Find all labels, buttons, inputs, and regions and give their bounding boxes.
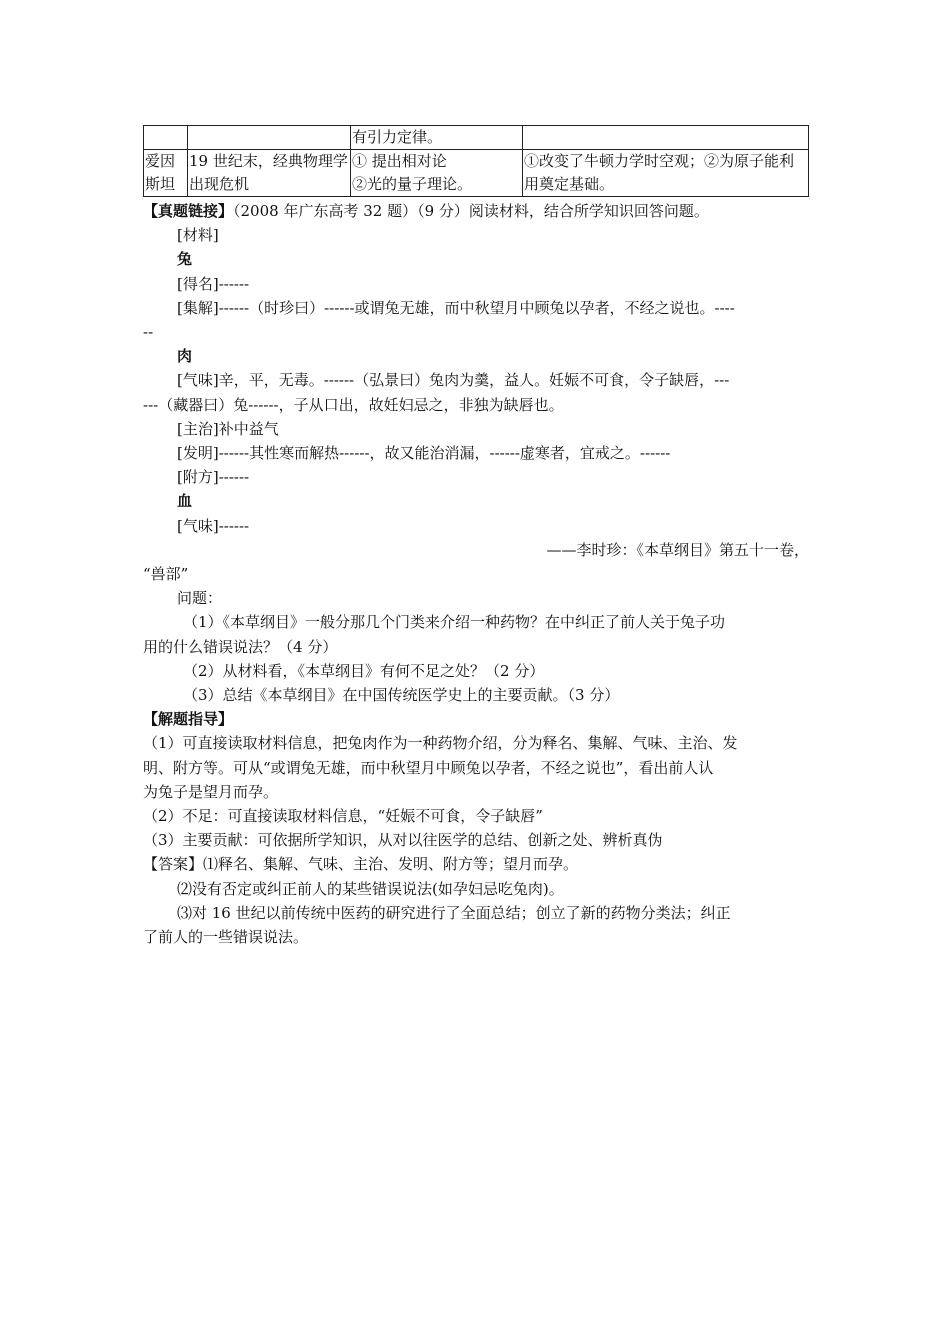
source-line-cont: “兽部”: [143, 565, 189, 584]
jijie-line-cont: --: [143, 323, 154, 342]
section-xue: 血: [177, 492, 193, 511]
achievement-cell: [351, 150, 523, 197]
zhenti-intro-line: [143, 199, 813, 223]
questions-label: 问题：: [177, 589, 223, 608]
table-cell: [188, 126, 351, 150]
guide-p1-cont: 明、附方等。可从“或谓兔无雄，而中秋望月中顾兔以孕者，不经之说也”，看出前人认: [143, 758, 714, 777]
table-cell: [144, 126, 188, 150]
table-row: [144, 126, 809, 150]
guide-p1: （1）可直接读取材料信息，把兔肉作为一种药物介绍，分为释名、集解、气味、主治、发: [143, 734, 738, 753]
answer-3: ⑶对 16 世纪以前传统中医药的研究进行了全面总结；创立了新的药物分类法；纠正: [177, 903, 731, 922]
achievement-line: ① 提出相对论: [352, 152, 447, 170]
scientist-name-cell: 爱因斯坦: [144, 150, 188, 197]
zhuzhi-line: [主治]补中益气: [177, 419, 279, 438]
guide-p1-cont: 为兔子是望月而孕。: [143, 782, 279, 801]
background-cell: 19 世纪末，经典物理学出现危机: [188, 150, 351, 197]
table-cell: [523, 126, 809, 150]
section-rou: 肉: [177, 347, 193, 366]
fufang-line: [附方]------: [177, 468, 250, 487]
guide-heading: 【解题指导】: [143, 710, 234, 729]
material-label: [材料]: [177, 226, 219, 245]
achievement-line: ②光的量子理论。: [352, 175, 473, 193]
guide-p2: （2）不足：可直接读取材料信息，“妊娠不可食，令子缺唇”: [143, 807, 543, 826]
answer-1: 【答案】⑴释名、集解、气味、主治、发明、附方等；望月而孕。: [143, 855, 579, 874]
history-table: [143, 125, 809, 197]
question-3: （3）总结《本草纲目》在中国传统医学史上的主要贡献。（3 分）: [183, 686, 620, 705]
answer-2: ⑵没有否定或纠正前人的某些错误说法(如孕妇忌吃兔肉)。: [177, 879, 564, 898]
faming-line: [发明]------其性寒而解热------，故又能治消漏，------虚寒者，宜戒之。------: [177, 444, 671, 463]
influence-cell: ①改变了牛顿力学时空观；②为原子能利用奠定基础。: [523, 150, 809, 197]
table-cell: 有引力定律。: [351, 126, 523, 150]
deming-line: [得名]------: [177, 274, 250, 293]
table-row: [144, 150, 809, 197]
guide-p3: （3）主要贡献：可依据所学知识，从对以往医学的总结、创新之处、辨析真伪: [143, 831, 663, 850]
zhenti-heading: 【真题链接】: [143, 202, 234, 220]
section-tu: 兔: [177, 250, 193, 269]
qiwei-line-cont: ---（藏器曰）兔------，子从口出，故妊妇忌之，非独为缺唇也。: [143, 395, 564, 414]
question-1-cont: 用的什么错误说法？（4 分）: [143, 637, 338, 656]
question-1: （1）《本草纲目》一般分那几个门类来介绍一种药物？在中纠正了前人关于兔子功: [183, 613, 726, 632]
zhenti-intro: （2008 年广东高考 32 题）（9 分）阅读材料，结合所学知识回答问题。: [233, 202, 709, 220]
qiwei-line: [气味]辛，平，无毒。------（弘景曰）兔肉为羹，益人。妊娠不可食，令子缺唇，---: [177, 371, 730, 390]
document-page: [143, 125, 813, 949]
source-line: ——李时珍：《本草纲目》第五十一卷，: [546, 540, 809, 559]
answer-3-cont: 了前人的一些错误说法。: [143, 928, 309, 947]
qiwei2-line: [气味]------: [177, 516, 250, 535]
jijie-line: [集解]------（时珍曰）------或谓兔无雄，而中秋望月中顾兔以孕者，不经之说也。----: [177, 298, 735, 317]
question-2: （2）从材料看，《本草纲目》有何不足之处？（2 分）: [183, 661, 545, 680]
